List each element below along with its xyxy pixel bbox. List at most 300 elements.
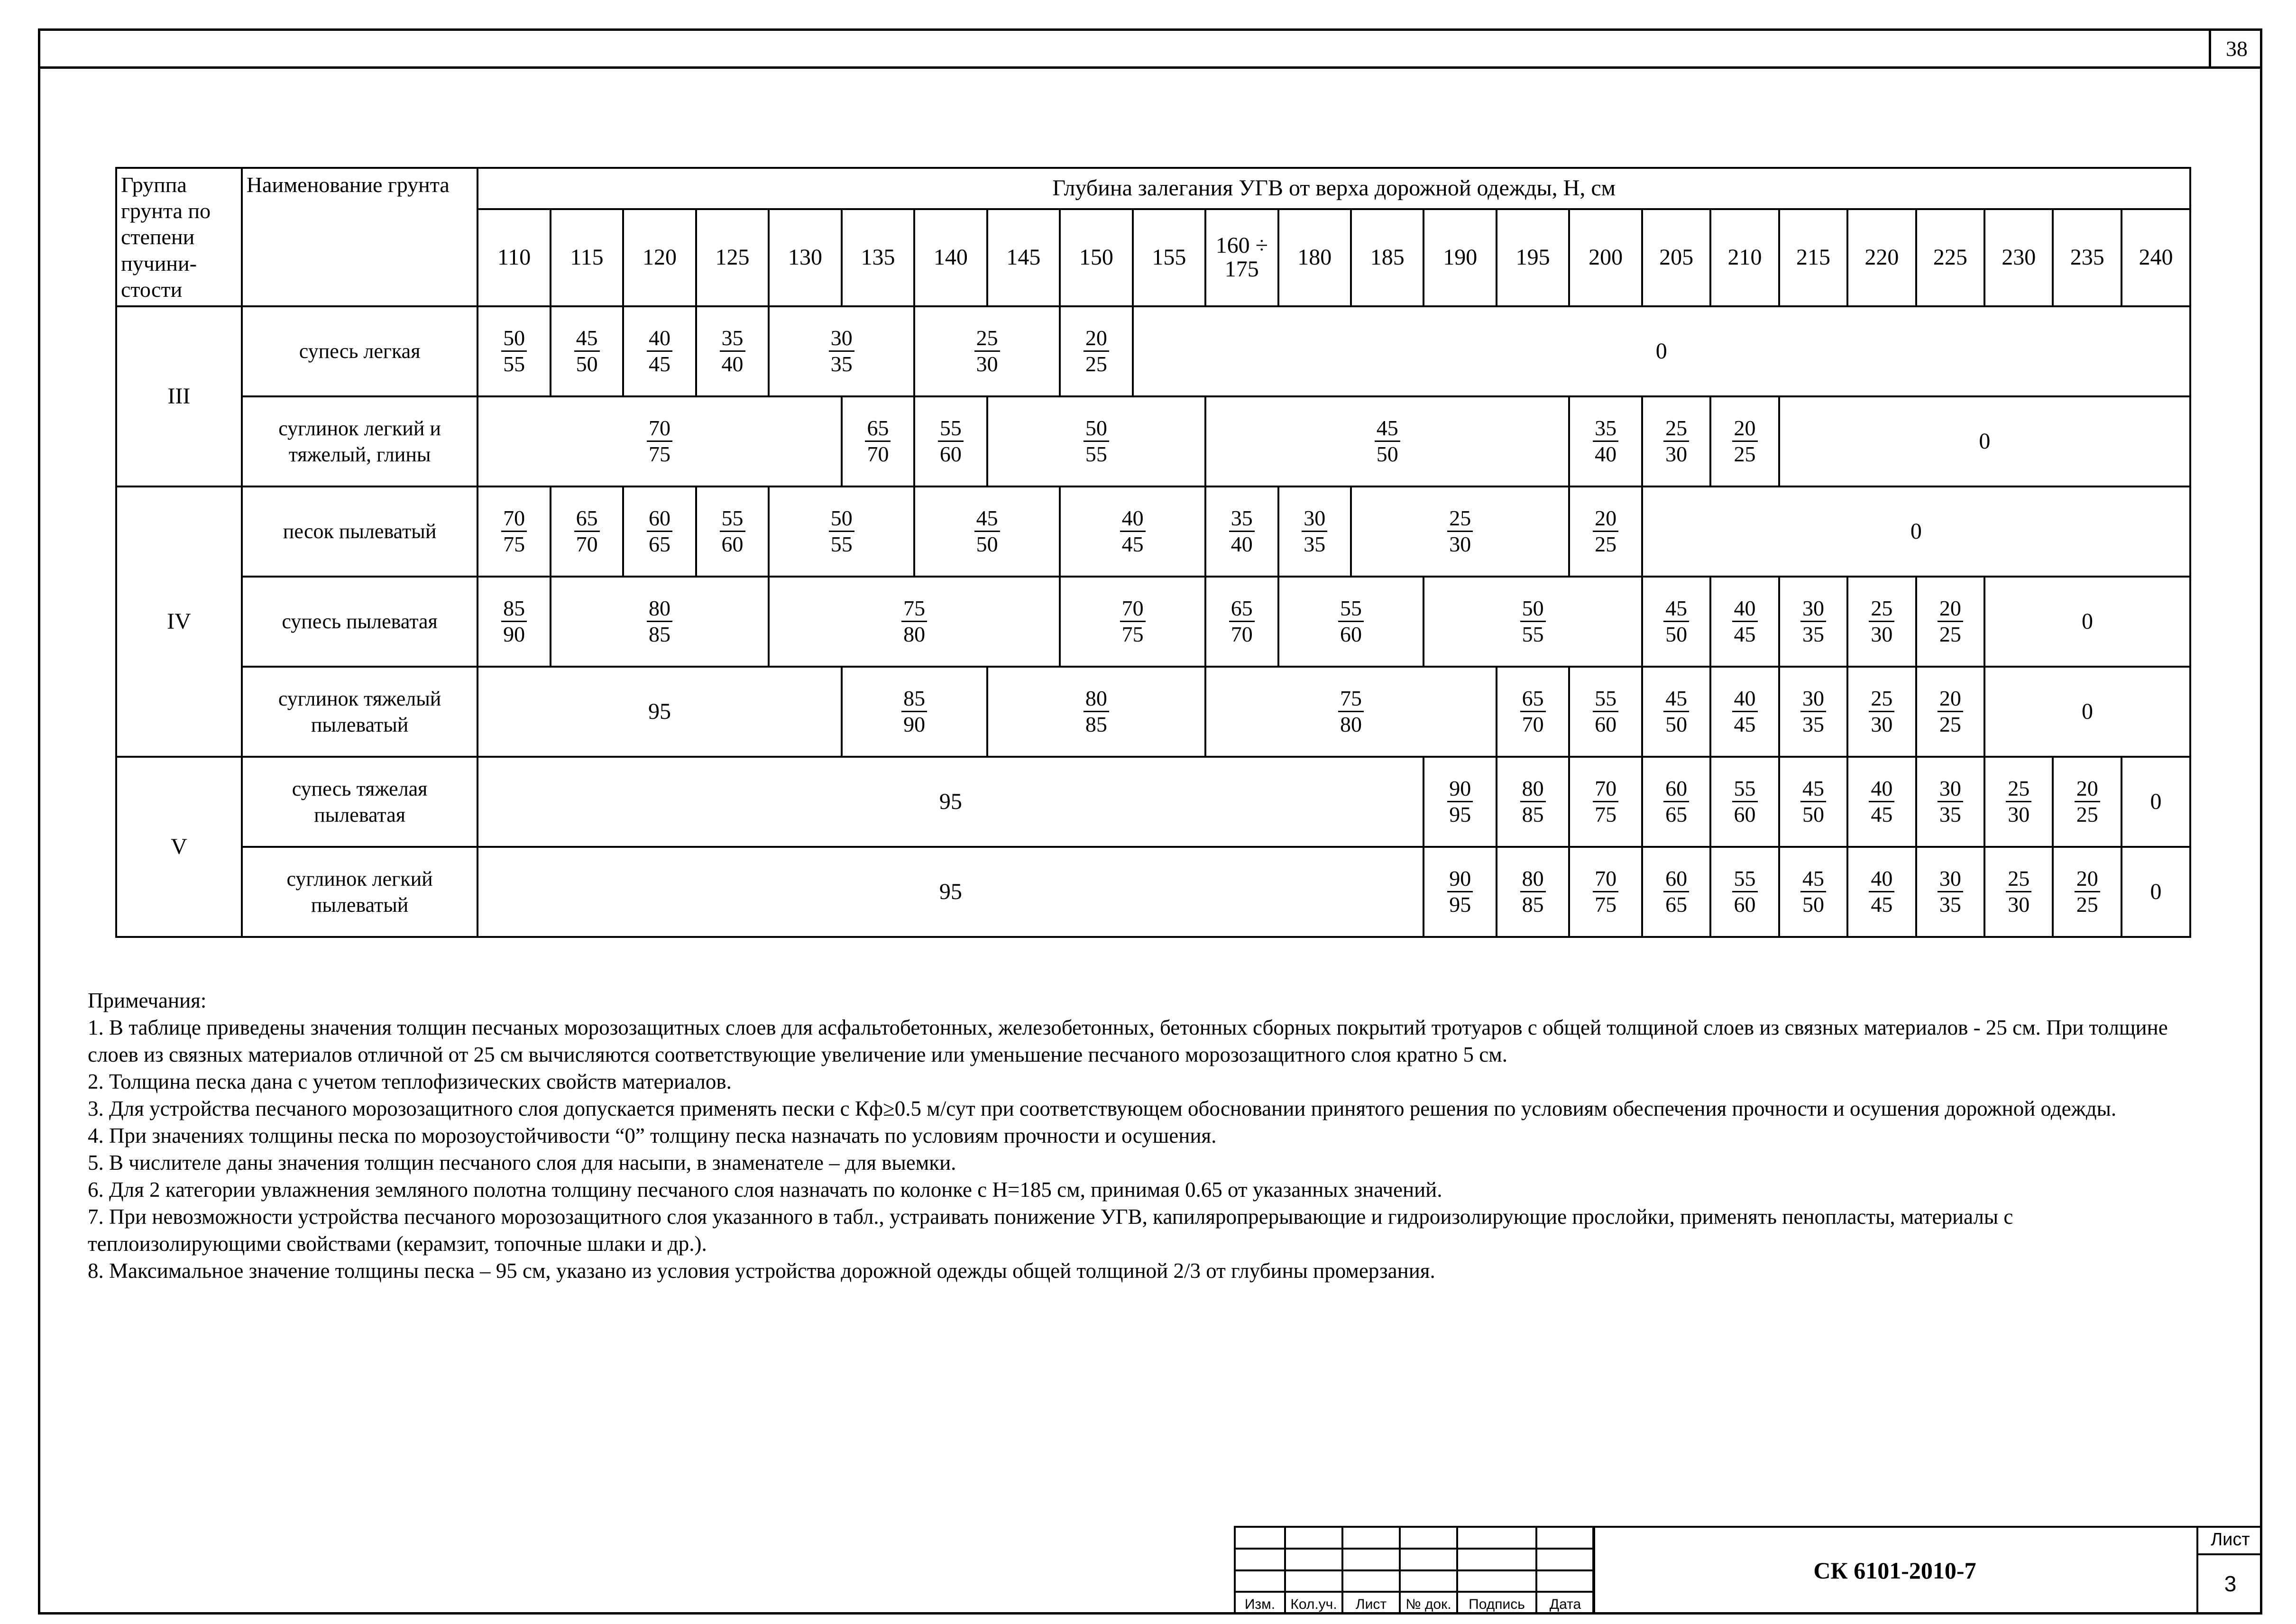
denominator: 50: [1665, 622, 1688, 647]
denominator: 55: [830, 532, 853, 557]
fraction: [2075, 866, 2100, 918]
denominator: 85: [1522, 892, 1544, 917]
fraction: [647, 326, 672, 377]
denominator: 90: [903, 712, 926, 737]
fraction-cell: [1710, 847, 1779, 937]
denominator: 85: [1085, 712, 1107, 737]
fraction-cell: [1569, 396, 1642, 486]
fraction-cell: [1205, 486, 1278, 577]
fraction-cell: [696, 306, 769, 396]
denominator: 60: [721, 532, 744, 557]
fraction: [974, 326, 1000, 377]
fraction-cell: [478, 306, 550, 396]
numerator: 80: [1084, 686, 1109, 713]
note-item: 2. Толщина песка дана с учетом теплофизических свойств материалов.: [88, 1070, 732, 1093]
stamp-label: Изм.: [1235, 1592, 1285, 1614]
fraction: [1447, 506, 1473, 558]
numerator: 55: [720, 506, 745, 532]
denominator: 40: [1595, 442, 1617, 467]
fraction-cell: [1847, 667, 1916, 757]
numerator: 45: [1663, 686, 1689, 713]
fraction-cell: [696, 486, 769, 577]
fraction: [829, 506, 854, 558]
fraction: [1520, 866, 1546, 918]
fraction-cell: [1984, 757, 2053, 847]
fraction-cell: [1710, 577, 1779, 667]
numerator: 50: [501, 326, 527, 352]
fraction-cell: [1847, 577, 1916, 667]
denominator: 50: [1802, 892, 1824, 917]
frost-layer-table: [115, 167, 2191, 938]
fraction: [1732, 866, 1758, 918]
soil-name: суглинок тяжелый пылеватый: [242, 667, 478, 757]
value-cell: 0: [1642, 486, 2190, 577]
numerator: 90: [1447, 866, 1473, 893]
numerator: 45: [1800, 866, 1826, 893]
fraction: [901, 596, 927, 648]
fraction: [720, 506, 745, 558]
numerator: 85: [501, 596, 527, 623]
numerator: 50: [1520, 596, 1546, 623]
numerator: 45: [974, 506, 1000, 532]
fraction-cell: [1424, 757, 1496, 847]
fraction: [2075, 776, 2100, 828]
note-item: 6. Для 2 категории увлажнения земляного полотна толщину песчаного слоя назначать по колонке с Н=185 см, принимая 0.65 от указанных значений.: [88, 1178, 1442, 1202]
numerator: 60: [1663, 776, 1689, 803]
denominator: 70: [576, 532, 598, 557]
numerator: 70: [1120, 596, 1146, 623]
fraction: [2006, 776, 2031, 828]
fraction-cell: [1642, 396, 1710, 486]
denominator: 65: [1665, 802, 1688, 827]
numerator: 80: [1520, 866, 1546, 893]
depth-header: 195: [1497, 209, 1569, 306]
stamp-label: Дата: [1536, 1592, 1594, 1614]
numerator: 70: [1593, 776, 1618, 803]
fraction: [1520, 776, 1546, 828]
depth-header: 190: [1424, 209, 1496, 306]
denominator: 25: [2076, 802, 2098, 827]
numerator: 20: [1732, 416, 1758, 442]
numerator: 40: [1869, 776, 1894, 803]
depth-header: 220: [1847, 209, 1916, 306]
fraction-cell: [987, 667, 1205, 757]
fraction: [647, 506, 672, 558]
fraction: [1938, 686, 1963, 738]
fraction: [1338, 596, 1364, 648]
numerator: 20: [2075, 866, 2100, 893]
numerator: 60: [1663, 866, 1689, 893]
numerator: 60: [647, 506, 672, 532]
fraction: [1869, 776, 1894, 828]
fraction-cell: [1779, 577, 1847, 667]
fraction: [501, 326, 527, 377]
fraction: [1800, 866, 1826, 918]
numerator: 65: [574, 506, 600, 532]
denominator: 30: [976, 352, 998, 376]
numerator: 25: [1869, 686, 1894, 713]
depth-header: 235: [2053, 209, 2121, 306]
sheet-label: Лист: [2198, 1526, 2262, 1555]
numerator: 80: [647, 596, 672, 623]
fraction: [938, 416, 964, 468]
revision-grid: [1234, 1526, 1595, 1615]
fraction-cell: [1710, 757, 1779, 847]
denominator: 75: [649, 442, 671, 467]
fraction-cell: [1205, 396, 1569, 486]
fraction: [647, 416, 672, 468]
fraction-cell: [551, 486, 623, 577]
fraction-cell: [914, 306, 1060, 396]
fraction-cell: [1060, 486, 1205, 577]
depth-header: 215: [1779, 209, 1847, 306]
denominator: 35: [1939, 802, 1961, 827]
depth-header: 130: [769, 209, 841, 306]
numerator: 40: [1732, 686, 1758, 713]
numerator: 30: [1938, 776, 1963, 803]
stamp-label: Подпись: [1457, 1592, 1536, 1614]
fraction-cell: [1984, 847, 2053, 937]
column-header-group: Группа грунта по степени пучини-стости: [116, 168, 242, 306]
denominator: 30: [1449, 532, 1471, 557]
fraction: [1663, 686, 1689, 738]
denominator: 70: [1231, 622, 1253, 647]
fraction: [1800, 776, 1826, 828]
fraction-cell: [478, 577, 550, 667]
fraction: [1229, 596, 1255, 648]
fraction: [901, 686, 927, 738]
fraction-cell: [1642, 847, 1710, 937]
fraction-cell: [1916, 757, 1984, 847]
fraction: [574, 506, 600, 558]
denominator: 55: [1522, 622, 1544, 647]
fraction-cell: [1424, 577, 1642, 667]
denominator: 95: [1449, 892, 1471, 917]
soil-name: суглинок легкий пылеватый: [242, 847, 478, 937]
fraction-cell: [914, 396, 987, 486]
fraction: [1120, 506, 1146, 558]
sheet-box: [2196, 1526, 2262, 1615]
value-cell: 0: [1984, 577, 2190, 667]
fraction: [1663, 866, 1689, 918]
denominator: 75: [1595, 892, 1617, 917]
denominator: 95: [1449, 802, 1471, 827]
fraction: [1938, 866, 1963, 918]
fraction: [1938, 776, 1963, 828]
numerator: 90: [1447, 776, 1473, 803]
numerator: 25: [2006, 776, 2031, 803]
fraction-cell: [1569, 486, 1642, 577]
fraction-cell: [842, 396, 914, 486]
fraction-cell: [1847, 847, 1916, 937]
depth-header: 185: [1351, 209, 1424, 306]
denominator: 45: [649, 352, 671, 376]
denominator: 45: [1871, 802, 1893, 827]
value-cell: 0: [2122, 757, 2190, 847]
table-row: [116, 757, 2190, 847]
document-code: СК 6101-2010-7: [1813, 1557, 1976, 1584]
denominator: 60: [1595, 712, 1617, 737]
denominator: 70: [1522, 712, 1544, 737]
denominator: 25: [1085, 352, 1107, 376]
fraction-cell: [1278, 577, 1424, 667]
depth-header: 125: [696, 209, 769, 306]
fraction: [1447, 776, 1473, 828]
denominator: 25: [1939, 622, 1961, 647]
depth-header: 150: [1060, 209, 1132, 306]
fraction-cell: [2053, 757, 2121, 847]
fraction: [1520, 596, 1546, 648]
numerator: 35: [1593, 416, 1618, 442]
denominator: 35: [1802, 712, 1824, 737]
numerator: 70: [1593, 866, 1618, 893]
fraction-cell: [1710, 667, 1779, 757]
numerator: 65: [865, 416, 891, 442]
denominator: 25: [1595, 532, 1617, 557]
soil-name: супесь пылеватая: [242, 577, 478, 667]
fraction: [574, 326, 600, 377]
numerator: 55: [938, 416, 964, 442]
denominator: 50: [1665, 712, 1688, 737]
fraction: [1869, 866, 1894, 918]
note-item: 1. В таблице приведены значения толщин песчаных морозозащитных слоев для асфальтобетонных, железобетонных, бетонных сборных покрытий тротуаров с общей толщиной слоев из связных материалов - 25 см. При толщине слоев из связных материалов отличной от 25 см вычисляются соответствующие увеличение или уменьшение песчаного морозозащитного слоя кратно 5 см.: [88, 1016, 2168, 1066]
fraction: [1732, 686, 1758, 738]
fraction-cell: [1642, 667, 1710, 757]
denominator: 25: [2076, 892, 2098, 917]
fraction: [501, 596, 527, 648]
depth-header: 210: [1710, 209, 1779, 306]
fraction: [1593, 416, 1618, 468]
depth-header: 180: [1278, 209, 1351, 306]
denominator: 75: [1121, 622, 1144, 647]
numerator: 70: [647, 416, 672, 442]
depth-header: 205: [1642, 209, 1710, 306]
fraction: [1732, 776, 1758, 828]
soil-name: суглинок легкий и тяжелый, глины: [242, 396, 478, 486]
denominator: 40: [1231, 532, 1253, 557]
denominator: 35: [1304, 532, 1326, 557]
numerator: 40: [647, 326, 672, 352]
fraction-cell: [1710, 396, 1779, 486]
fraction-cell: [1847, 757, 1916, 847]
title-block: [1234, 1526, 2262, 1615]
notes-title: Примечания:: [88, 989, 207, 1012]
fraction: [1593, 776, 1618, 828]
fraction-cell: [1351, 486, 1569, 577]
fraction-cell: [1497, 667, 1569, 757]
fraction: [2006, 866, 2031, 918]
denominator: 30: [1871, 712, 1893, 737]
fraction: [1938, 596, 1963, 648]
denominator: 80: [903, 622, 926, 647]
numerator: 25: [974, 326, 1000, 352]
fraction-cell: [842, 667, 987, 757]
soil-name: песок пылеватый: [242, 486, 478, 577]
numerator: 65: [1229, 596, 1255, 623]
fraction-cell: [1569, 757, 1642, 847]
fraction-cell: [478, 486, 550, 577]
fraction-cell: [987, 396, 1205, 486]
fraction: [1800, 596, 1826, 648]
notes: [88, 987, 2207, 1285]
fraction-cell: [623, 306, 696, 396]
fraction: [1869, 686, 1894, 738]
numerator: 20: [1938, 686, 1963, 713]
group-cell: V: [116, 757, 242, 937]
denominator: 85: [649, 622, 671, 647]
fraction: [501, 506, 527, 558]
denominator: 30: [2008, 802, 2030, 827]
numerator: 20: [1593, 506, 1618, 532]
fraction: [974, 506, 1000, 558]
fraction-cell: [1205, 577, 1278, 667]
page-number: 38: [2209, 28, 2262, 69]
numerator: 25: [1447, 506, 1473, 532]
denominator: 35: [830, 352, 853, 376]
numerator: 30: [1800, 686, 1826, 713]
value-cell: 0: [1984, 667, 2190, 757]
stamp-label: Кол.уч.: [1285, 1592, 1342, 1614]
fraction-cell: [1060, 306, 1132, 396]
denominator: 40: [721, 352, 744, 376]
fraction-cell: [623, 486, 696, 577]
numerator: 55: [1732, 776, 1758, 803]
fraction: [829, 326, 854, 377]
numerator: 45: [1800, 776, 1826, 803]
denominator: 45: [1871, 892, 1893, 917]
fraction: [1084, 416, 1109, 468]
fraction-cell: [1205, 667, 1497, 757]
table-row: [116, 486, 2190, 577]
fraction: [1732, 596, 1758, 648]
numerator: 85: [901, 686, 927, 713]
fraction-cell: [1779, 667, 1847, 757]
denominator: 60: [1734, 892, 1756, 917]
note-item: 7. При невозможности устройства песчаного морозозащитного слоя указанного в табл., устраивать понижение УГВ, капиляропрерывающие и гидроизолирующие прослойки, применять пенопласты, материалы с теплоизолирующими свойствами (керамзит, топочные шлаки и др.).: [88, 1205, 2013, 1256]
table-row: [116, 847, 2190, 937]
fraction-cell: [478, 396, 841, 486]
value-cell: 0: [1779, 396, 2190, 486]
fraction-cell: [914, 486, 1060, 577]
group-cell: IV: [116, 486, 242, 757]
numerator: 75: [1338, 686, 1364, 713]
denominator: 70: [867, 442, 889, 467]
fraction: [1120, 596, 1146, 648]
note-item: 3. Для устройства песчаного морозозащитного слоя допускается применять пески с Кф≥0.5 м/сут при соответствующем обосновании принятого решения по условиям обеспечения прочности и осушения дорожной одежды.: [88, 1097, 2117, 1120]
denominator: 90: [503, 622, 525, 647]
fraction: [1869, 596, 1894, 648]
fraction: [1593, 866, 1618, 918]
note-item: 5. В числителе даны значения толщин песчаного слоя для насыпи, в знаменателе – для выемки.: [88, 1151, 956, 1174]
fraction-cell: [1569, 847, 1642, 937]
fraction-cell: [1916, 667, 1984, 757]
numerator: 30: [1938, 866, 1963, 893]
denominator: 35: [1802, 622, 1824, 647]
stamp-label: Лист: [1342, 1592, 1400, 1614]
fraction: [1084, 326, 1109, 377]
denominator: 60: [1340, 622, 1362, 647]
denominator: 35: [1939, 892, 1961, 917]
numerator: 75: [901, 596, 927, 623]
denominator: 50: [1802, 802, 1824, 827]
fraction: [1229, 506, 1255, 558]
fraction: [1338, 686, 1364, 738]
denominator: 65: [1665, 892, 1688, 917]
column-header-depth: Глубина залегания УГВ от верха дорожной одежды, Н, см: [478, 168, 2190, 209]
fraction-cell: [1779, 847, 1847, 937]
numerator: 30: [1302, 506, 1327, 532]
numerator: 30: [1800, 596, 1826, 623]
depth-header: 155: [1133, 209, 1205, 306]
numerator: 40: [1869, 866, 1894, 893]
denominator: 50: [976, 532, 998, 557]
denominator: 55: [1085, 442, 1107, 467]
denominator: 45: [1121, 532, 1144, 557]
denominator: 75: [503, 532, 525, 557]
fraction: [1663, 776, 1689, 828]
denominator: 30: [2008, 892, 2030, 917]
denominator: 85: [1522, 802, 1544, 827]
fraction-cell: [2053, 847, 2121, 937]
numerator: 65: [1520, 686, 1546, 713]
denominator: 65: [649, 532, 671, 557]
numerator: 20: [1938, 596, 1963, 623]
depth-header: 225: [1916, 209, 1984, 306]
value-cell: 95: [478, 757, 1424, 847]
numerator: 70: [501, 506, 527, 532]
numerator: 40: [1732, 596, 1758, 623]
numerator: 45: [1375, 416, 1400, 442]
note-item: 4. При значениях толщины песка по морозоустойчивости “0” толщину песка назначать по условиям прочности и осушения.: [88, 1124, 1217, 1147]
denominator: 45: [1734, 712, 1756, 737]
depth-header: 200: [1569, 209, 1642, 306]
numerator: 55: [1593, 686, 1618, 713]
note-item: 8. Максимальное значение толщины песка – 95 см, указано из условия устройства дорожной одежды общей толщиной 2/3 от глубины промерзания.: [88, 1259, 1435, 1283]
value-cell: 95: [478, 667, 841, 757]
fraction-cell: [551, 306, 623, 396]
fraction: [1302, 506, 1327, 558]
fraction: [1593, 506, 1618, 558]
fraction-cell: [1424, 847, 1496, 937]
fraction: [647, 596, 672, 648]
numerator: 45: [1663, 596, 1689, 623]
fraction: [865, 416, 891, 468]
table-row: [116, 577, 2190, 667]
numerator: 20: [2075, 776, 2100, 803]
numerator: 40: [1120, 506, 1146, 532]
fraction: [1800, 686, 1826, 738]
numerator: 45: [574, 326, 600, 352]
depth-header: 145: [987, 209, 1060, 306]
value-cell: 95: [478, 847, 1424, 937]
fraction-cell: [1642, 757, 1710, 847]
denominator: 45: [1734, 622, 1756, 647]
header-rule: [38, 66, 2262, 69]
denominator: 25: [1734, 442, 1756, 467]
fraction-cell: [1497, 757, 1569, 847]
depth-header: 120: [623, 209, 696, 306]
numerator: 80: [1520, 776, 1546, 803]
fraction: [720, 326, 745, 377]
fraction-cell: [551, 577, 769, 667]
numerator: 25: [1869, 596, 1894, 623]
denominator: 30: [1665, 442, 1688, 467]
fraction: [1447, 866, 1473, 918]
denominator: 30: [1871, 622, 1893, 647]
depth-header: 240: [2122, 209, 2190, 306]
group-cell: III: [116, 306, 242, 486]
table-row: [116, 396, 2190, 486]
